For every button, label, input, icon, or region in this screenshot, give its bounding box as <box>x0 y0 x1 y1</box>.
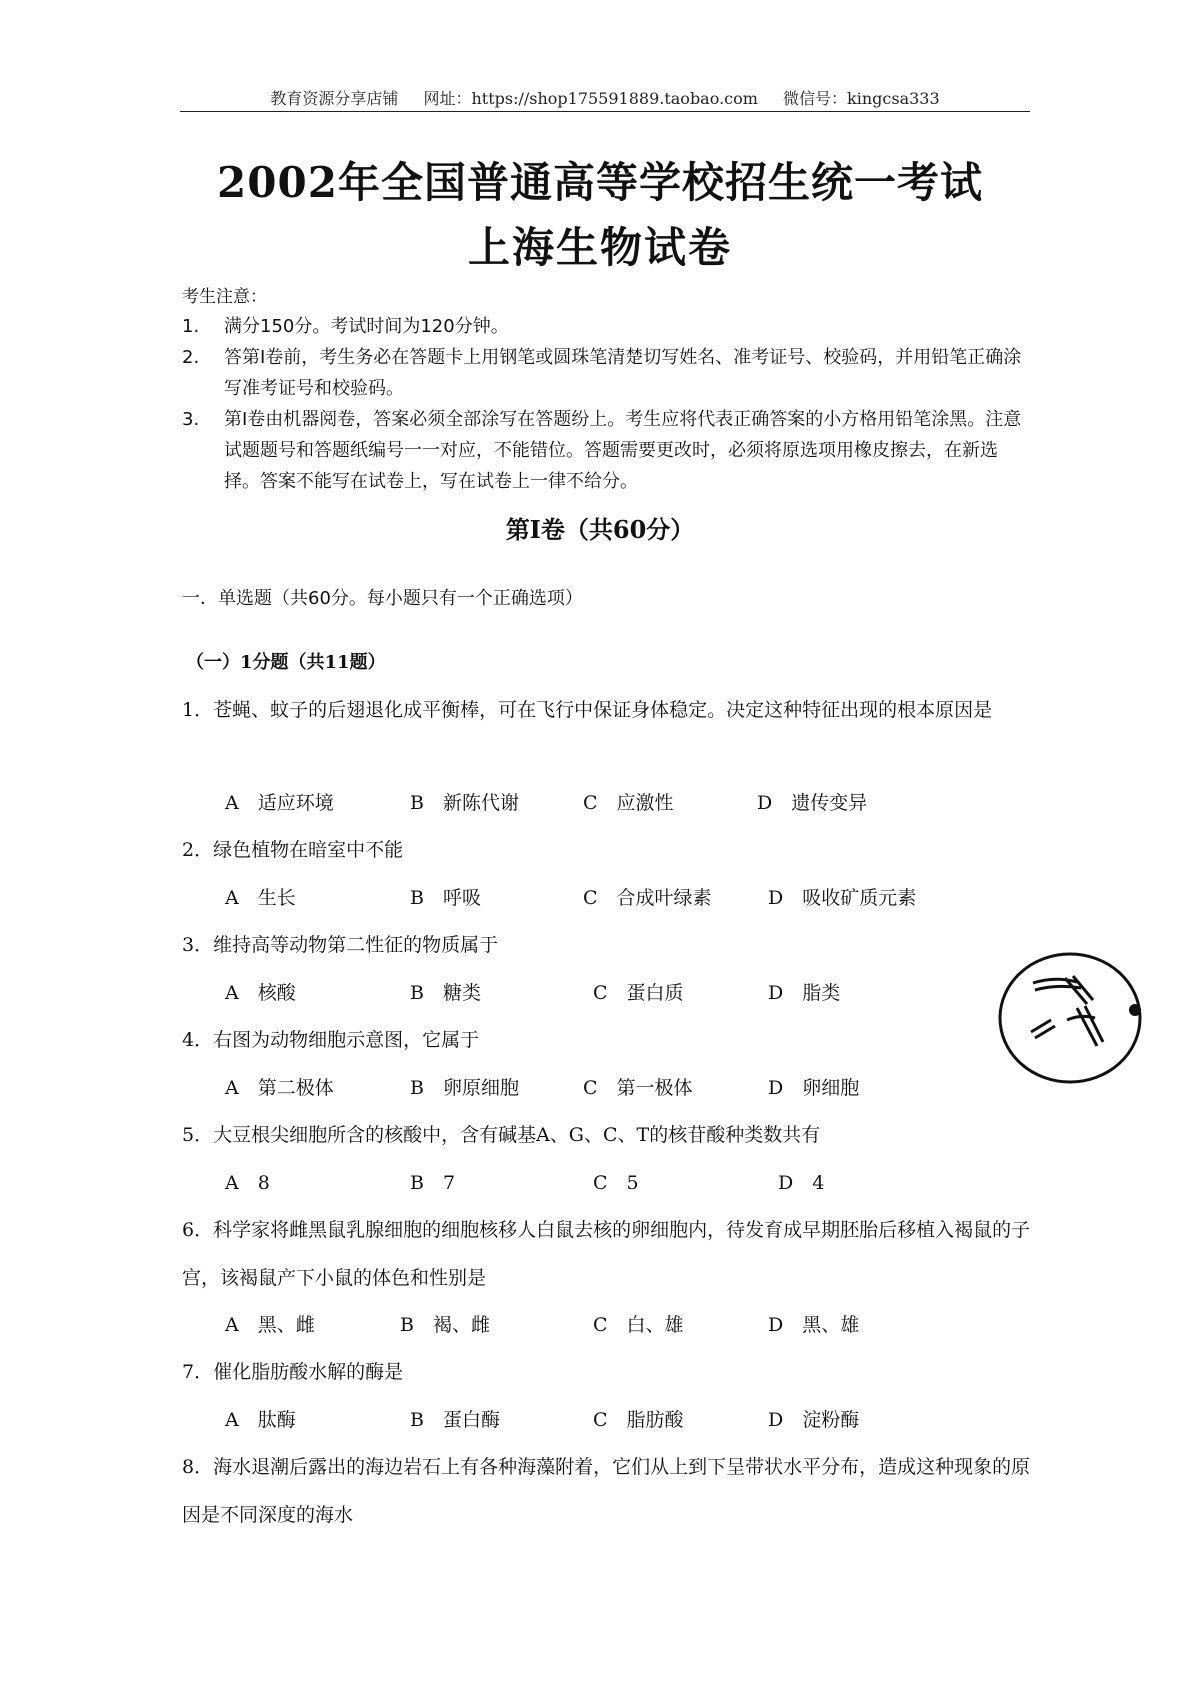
question-options <box>0 1310 1200 1340</box>
part-title: 一．单选题（共60分。每小题只有一个正确选项） <box>182 588 583 609</box>
notice-item <box>182 404 1032 497</box>
option: C 应激性 <box>583 792 674 814</box>
header-wechat: 微信号：kingcsa333 <box>783 89 940 108</box>
option: B 褐、雌 <box>400 1314 490 1336</box>
header-url: 网址：https://shop175591889.taobao.com <box>423 89 758 108</box>
question-stem: 6．科学家将雌黑鼠乳腺细胞的细胞核移人白鼠去核的卵细胞内，待发育成早期胚胎后移植入褐鼠的子宫，该褐鼠产下小鼠的体色和性别是 <box>182 1219 1031 1289</box>
notice-num: 1. <box>182 316 200 337</box>
header-rule <box>180 111 1030 112</box>
option: D 黑、雄 <box>768 1314 860 1336</box>
question-options <box>0 788 1200 818</box>
notice-num: 3. <box>182 409 200 430</box>
option: A 黑、雌 <box>225 1314 315 1336</box>
option: B 新陈代谢 <box>410 792 519 814</box>
question-stem: 1．苍蝇、蚊子的后翅退化成平衡棒，可在飞行中保证身体稳定。决定这种特征出现的根本原因是 <box>182 699 993 721</box>
notice-item <box>182 311 1032 342</box>
notice-item <box>182 342 1032 404</box>
sub-title: （一）1分题（共11题） <box>186 652 386 673</box>
option: B 7 <box>410 1172 456 1194</box>
header-shop: 教育资源分享店铺 <box>270 89 399 108</box>
option: D 卵细胞 <box>768 1077 860 1099</box>
cell-diagram-icon <box>995 948 1145 1086</box>
option: A 适应环境 <box>225 792 334 814</box>
option: B 糖类 <box>410 982 481 1004</box>
option: A 第二极体 <box>225 1077 334 1099</box>
option: D 吸收矿质元素 <box>768 887 917 909</box>
question-stem: 2．绿色植物在暗室中不能 <box>182 839 404 861</box>
page-header <box>180 86 1030 109</box>
option: A 8 <box>225 1172 270 1194</box>
option: D 脂类 <box>768 982 841 1004</box>
notice-label: 考生注意： <box>182 287 267 307</box>
notice-text: 满分150分。考试时间为120分钟。 <box>224 316 509 337</box>
notice-num: 2. <box>182 347 200 368</box>
option: D 遗传变异 <box>757 792 868 814</box>
option: B 呼吸 <box>410 887 481 909</box>
option: D 4 <box>778 1172 825 1194</box>
option: C 5 <box>593 1172 639 1194</box>
option: C 脂肪酸 <box>593 1409 684 1431</box>
question-options <box>0 1405 1200 1435</box>
option: D 淀粉酶 <box>768 1409 860 1431</box>
exam-subtitle: 上海生物试卷 <box>467 223 732 272</box>
notice-text: 第Ⅰ卷由机器阅卷，答案必须全部涂写在答题纷上。考生应将代表正确答案的小方格用铅笔涂黑。注意试题题号和答题纸编号一一对应，不能错位。答题需要更改时，必须将原选项用橡皮擦去，在新选择。答案不能写在试卷上，写在试卷上一律不给分。 <box>224 409 1022 492</box>
option: A 核酸 <box>225 982 296 1004</box>
option: A 生长 <box>225 887 296 909</box>
question-options <box>0 883 1200 913</box>
option: C 合成叶绿素 <box>583 887 712 909</box>
option: C 白、雄 <box>593 1314 684 1336</box>
question-options <box>0 1168 1200 1198</box>
option: B 蛋白酶 <box>410 1409 500 1431</box>
question-stem: 8．海水退潮后露出的海边岩石上有各种海藻附着，它们从上到下呈带状水平分布，造成这种现象的原因是不同深度的海水 <box>182 1456 1031 1526</box>
notice-text: 答第Ⅰ卷前，考生务必在答题卡上用钢笔或圆珠笔清楚切写姓名、准考证号、校验码，并用铅笔正确涂写准考证号和校验码。 <box>224 347 1022 399</box>
question-stem: 7．催化脂肪酸水解的酶是 <box>182 1361 404 1383</box>
question-stem: 5．大豆根尖细胞所含的核酸中，含有碱基A、G、C、T的核苷酸种类数共有 <box>182 1124 821 1146</box>
exam-title: 2002年全国普通高等学校招生统一考试 <box>217 158 983 207</box>
question-stem: 3．维持高等动物第二性征的物质属于 <box>182 934 499 956</box>
question-stem: 4．右图为动物细胞示意图，它属于 <box>182 1029 480 1051</box>
section-title: 第Ⅰ卷（共60分） <box>505 515 695 544</box>
option: C 第一极体 <box>583 1077 693 1099</box>
option: A 肽酶 <box>225 1409 296 1431</box>
option: B 卵原细胞 <box>410 1077 519 1099</box>
option: C 蛋白质 <box>593 982 684 1004</box>
